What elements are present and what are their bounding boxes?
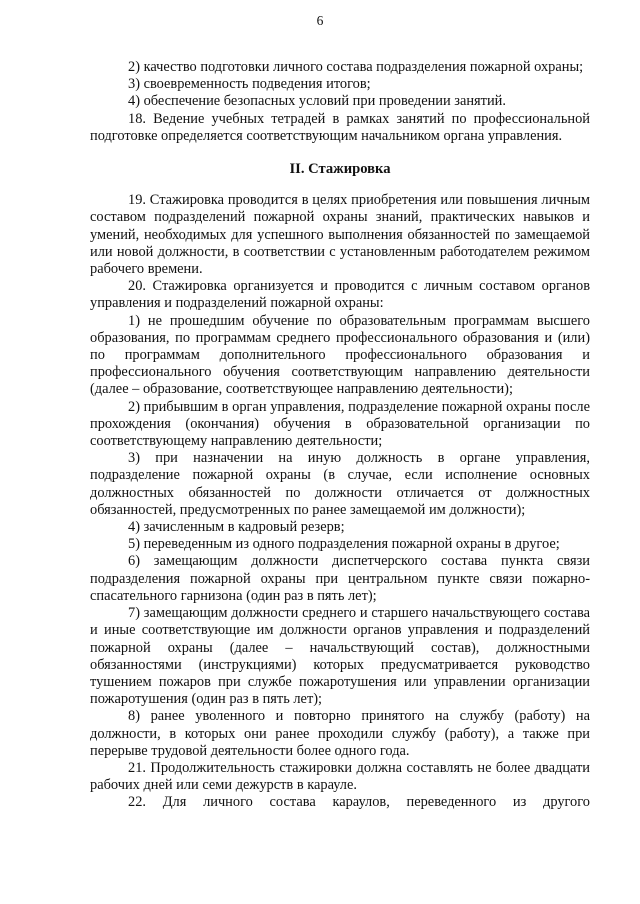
paragraph: 3) своевременность подведения итогов; xyxy=(128,76,371,93)
paragraph: 19. Стажировка проводится в целях приобретения или повышения личным составом подразделений пожарной охраны знаний, практических навыков и умений, необходимых для успешного выполнения обязанностей по замещаемой или новой должности, в соответствии с установленным работодателем режимом рабочего времени. xyxy=(90,192,590,278)
paragraph: 18. Ведение учебных тетрадей в рамках занятий по профессиональной подготовке определяется соответствующим начальником органа управления. xyxy=(90,110,590,144)
section-heading: II. Стажировка xyxy=(289,161,391,178)
paragraph: 20. Стажировка организуется и проводится с личным составом органов управления и подразделений пожарной охраны: xyxy=(90,278,590,312)
page-number: 6 xyxy=(316,13,324,28)
paragraph: 21. Продолжительность стажировки должна составлять не более двадцати рабочих дней или семи дежурств в карауле. xyxy=(90,759,590,794)
list-item: 5) переведенным из одного подразделения пожарной охраны в другое; xyxy=(128,536,560,553)
list-item: 6) замещающим должности диспетчерского состава пункта связи подразделения пожарной охраны при центральном пункте связи пожарно-спасательного гарнизона (один раз в пять лет); xyxy=(90,553,590,604)
list-item: 7) замещающим должности среднего и старшего начальствующего состава и иные соответствующие им должности органов управления и подразделений пожарной охраны (далее – начальствующий состав), должностными обязанностями (инструкциями) которых предусматривается руководство тушением пожаров при службе пожаротушения или управлении организации пожаротушения (один раз в пять лет); xyxy=(90,605,590,708)
paragraph: 2) качество подготовки личного состава подразделения пожарной охраны; xyxy=(128,59,584,75)
list-item: 8) ранее уволенного и повторно принятого на службу (работу) на должности, в которых они ранее проходили службу (работу), а также при перерыве трудовой деятельности более одного года. xyxy=(90,708,590,759)
paragraph: 4) обеспечение безопасных условий при проведении занятий. xyxy=(128,93,506,110)
paragraph: 22. Для личного состава караулов, переведенного из другого xyxy=(128,794,590,811)
list-item: 4) зачисленным в кадровый резерв; xyxy=(128,519,345,536)
list-item: 1) не прошедшим обучение по образовательным программам высшего образования, по программам среднего профессионального образования и (или) по программам дополнительного профессионального образования и профессионального обучения соответствующим направлению деятельности (далее – образование, соответствующее направлению деятельности); xyxy=(90,312,590,398)
list-item: 3) при назначении на иную должность в органе управления, подразделение пожарной охраны (в случае, если исполнение основных должностных обязанностей по должности отличается от должностных обязанностей, предусмотренных по ранее замещаемой им должности); xyxy=(90,450,590,518)
list-item: 2) прибывшим в орган управления, подразделение пожарной охраны после прохождения (окончания) обучения в образовательной организации по соответствующему направлению деятельности; xyxy=(90,398,590,450)
document-body xyxy=(90,59,590,812)
